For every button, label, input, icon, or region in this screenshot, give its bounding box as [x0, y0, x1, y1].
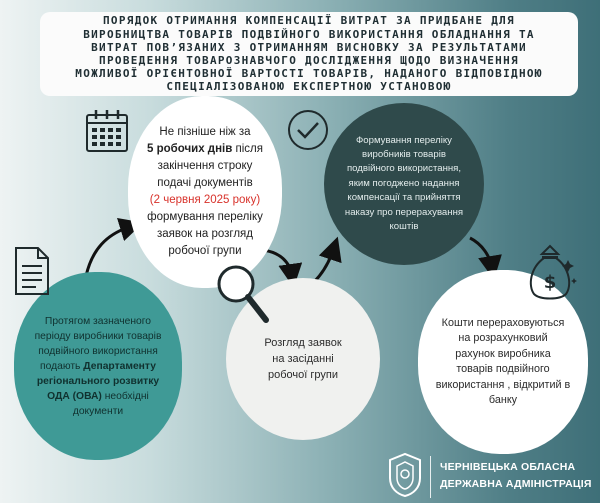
step-2-line: Не пізніше ніж за: [159, 126, 251, 138]
money-bag-icon: [520, 242, 582, 304]
arrow-step3-to-step4: [314, 248, 334, 282]
step-1-bold: Департаменту: [83, 360, 156, 372]
step-2-paren: ): [256, 194, 261, 206]
step-2-deadline-date: 2 червня 2025 року: [153, 194, 257, 206]
arrow-step4-to-step5: [470, 238, 492, 268]
step-3-line: робочої групи: [268, 369, 338, 381]
step-1-line: документи: [72, 405, 124, 417]
step-2-line: заявок на розгляд: [157, 228, 253, 240]
step-4-circle: [324, 103, 484, 265]
step-1-span: подають: [40, 360, 84, 372]
title-line-3: ВИТРАТ ПОВ’ЯЗАНИХ З ОТРИМАННЯМ ВИСНОВКУ ЗА РЕЗУЛЬТАТАМИ: [91, 40, 527, 54]
step-5-line: Кошти перераховуються: [441, 316, 565, 329]
step-2-bold: 5 робочих днів: [146, 143, 233, 155]
step-5-line: використання , відкритий в: [435, 378, 571, 391]
title-line-4: ПРОВЕДЕННЯ ТОВАРОЗНАВЧОГО ДОСЛІДЖЕННЯ ЩОДО ВИЗНАЧЕННЯ: [99, 54, 519, 67]
step-1-line: Протягом зазначеного: [44, 315, 152, 327]
step-2-circle: [128, 96, 282, 288]
step-2-line: формування переліку: [147, 211, 263, 223]
title-line-1: ПОРЯДОК ОТРИМАННЯ КОМПЕНСАЦІЇ ВИТРАТ ЗА ПРИДБАНЕ ДЛЯ: [103, 14, 515, 28]
step-5-line: рахунок виробника: [455, 347, 551, 360]
step-4-line: яким погоджено надання: [348, 177, 460, 189]
step-5-line: банку: [488, 394, 518, 406]
step-4-line: подвійного використання,: [346, 163, 462, 175]
step-5-line: на розрахунковий: [458, 332, 548, 344]
step-4-line: наказу про перерахування: [344, 206, 464, 218]
title-line-6: СПЕЦІАЛІЗОВАНОЮ ЕКСПЕРТНОЮ УСТАНОВОЮ: [166, 80, 452, 94]
step-4-line: виробників товарів: [362, 148, 446, 160]
step-3-text: [244, 335, 361, 383]
document-icon: [12, 246, 52, 296]
step-3-line: Розгляд заявок: [264, 337, 342, 349]
checkmark-icon: [286, 108, 330, 152]
step-4-line: коштів: [389, 221, 419, 233]
step-1-text: [23, 314, 174, 419]
step-1-bold: ОДА (ОВА): [47, 390, 102, 402]
step-2-span: після: [232, 143, 263, 155]
step-3-line: на засіданні: [272, 353, 334, 365]
step-2-line: [147, 192, 263, 209]
title-line-2: ВИРОБНИЦТВА ТОВАРІВ ПОДВІЙНОГО ВИКОРИСТАННЯ ОБЛАДНАННЯ ТА: [83, 27, 535, 41]
coat-of-arms-emblem: [386, 452, 424, 498]
step-2-line: подачі документів: [157, 177, 253, 189]
step-1-bold: регіонального розвитку: [36, 375, 160, 387]
footer-divider: [430, 456, 431, 498]
step-1-line: [35, 374, 162, 389]
title-line-5: МОЖЛИВОЇ ОРІЄНТОВНОЇ ВАРТОСТІ ТОВАРІВ, НАДАНОГО ВІДПОВІДНОЮ: [75, 67, 543, 81]
step-1-line: подвійного використання: [38, 345, 158, 357]
magnifier-icon: [214, 262, 272, 326]
footer-line-1: ЧЕРНІВЕЦЬКА ОБЛАСНА: [440, 461, 576, 473]
footer-line-2: ДЕРЖАВНА АДМІНІСТРАЦІЯ: [440, 478, 592, 490]
footer-administration-name: [440, 459, 592, 493]
step-2-text: [137, 124, 273, 260]
step-4-text: [333, 134, 475, 235]
step-1-line: [35, 389, 162, 404]
step-5-text: [420, 316, 587, 409]
step-2-paren: (: [149, 194, 154, 206]
step-1-circle: [14, 272, 182, 460]
step-2-line: закінчення строку: [157, 160, 253, 172]
step-1-line: періоду виробники товарів: [34, 330, 162, 342]
step-2-line: [147, 141, 263, 158]
step-5-line: товарів подвійного: [456, 363, 550, 375]
svg-text:$: $: [543, 272, 557, 293]
step-2-line: робочої групи: [168, 245, 242, 257]
arrow-step1-to-step2: [86, 226, 132, 276]
step-1-line: [35, 359, 162, 374]
step-1-span: необхідні: [101, 390, 149, 402]
step-4-line: компенсації та прийняття: [347, 192, 461, 204]
calendar-icon: [84, 108, 130, 154]
step-4-line: Формування переліку: [356, 134, 452, 146]
